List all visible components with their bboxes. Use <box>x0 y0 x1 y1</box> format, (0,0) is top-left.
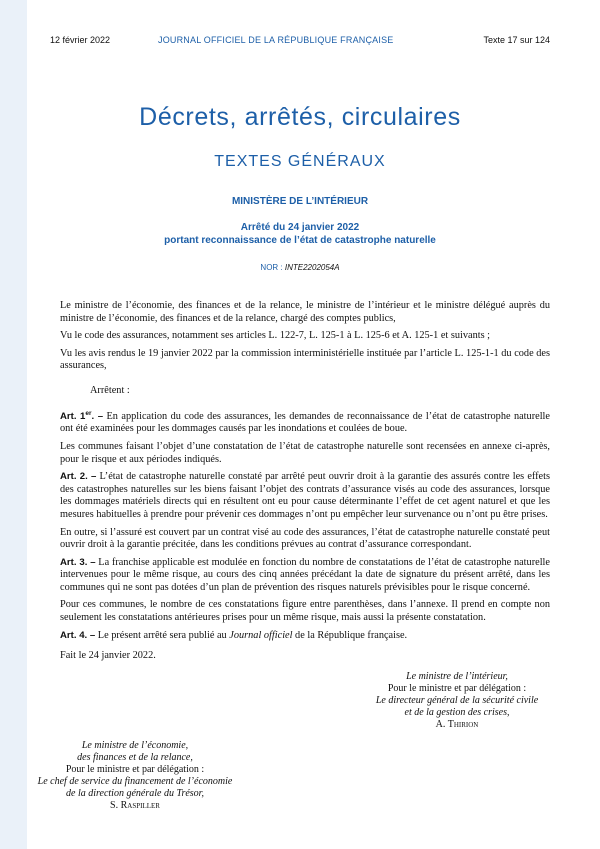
nor-code: INTE2202054A <box>284 263 340 272</box>
article-1-paragraph: Les communes faisant l’objet d’une constatation de l’état de catastrophe naturelle sont recensées en annexe ci-après, pour le risque et aux périodes indiqués. <box>60 440 550 465</box>
section-title: TEXTES GÉNÉRAUX <box>214 153 386 170</box>
preamble-paragraph: Vu le code des assurances, notamment ses articles L. 122-7, L. 125-1 à L. 125-6 et A. 125-1 et suivants ; <box>60 330 491 342</box>
signature-line: et de la gestion des crises, <box>404 707 510 718</box>
arrete-title-line2: portant reconnaissance de l’état de catastrophe naturelle <box>164 235 436 246</box>
journal-officiel-italic: Journal officiel <box>229 629 293 641</box>
page-title: Décrets, arrêtés, circulaires <box>139 103 461 131</box>
article-number: Art. 3. – <box>60 556 96 568</box>
fait-date: Fait le 24 janvier 2022. <box>60 650 156 662</box>
signature-interieur <box>332 671 582 731</box>
preamble-paragraph: Vu les avis rendus le 19 janvier 2022 par la commission interministérielle instituée par l’article L. 125-1-1 du code des assurances, <box>60 347 550 372</box>
article-text: En application du code des assurances, les demandes de reconnaissance de l’état de catastrophe naturelle ont été examinées pour les dommages causés par les inondations et coulées de boue. <box>60 410 550 435</box>
header-text-number: Texte 17 sur 124 <box>483 35 550 45</box>
article-text: L’état de catastrophe naturelle constaté par arrêté peut ouvrir droit à la garantie des assurés contre les effets des catastrophes naturelles sur les biens faisant l’objet des contrats d’assurance visés au code des assurances, lorsque les dommages matériels directs qui en résultent ont eu pour cause déterminante l’effet de cet agent naturel et que les mesures habituelles à prendre pour prévenir ces dommages n’ont pu empêcher leur survenance ou n’ont pu être prises. <box>60 471 550 520</box>
signatory-name: A. Thirion <box>435 719 479 730</box>
article-2-paragraph: En outre, si l’assuré est couvert par un contrat visé au code des assurances, l’état de catastrophe naturelle constaté peut ouvrir droit à la garantie précitée, dans les conditions prévues au contrat d’assurance correspondant. <box>60 526 550 551</box>
article-2 <box>60 471 550 521</box>
arrete-title <box>0 221 600 247</box>
header-date: 12 février 2022 <box>50 35 111 45</box>
article-text: Le présent arrêté sera publié au <box>95 629 230 641</box>
document-body <box>60 300 550 668</box>
signature-line: Le directeur général de la sécurité civile <box>375 695 539 706</box>
signatory-name: S. Raspiller <box>110 800 160 811</box>
nor-label: NOR : <box>260 263 285 272</box>
signature-line: Pour le ministre et par délégation : <box>65 764 205 775</box>
article-3-paragraph: Pour ces communes, le nombre de ces constatations figure entre parenthèses, dans l’annexe. Il prend en compte non seulement les constatations antérieures prises pour un même risque, mais aussi la présente constatation. <box>60 599 550 624</box>
arretent-line: Arrêtent : <box>90 384 130 396</box>
article-3 <box>60 557 550 595</box>
signature-economie <box>10 740 260 812</box>
nor-reference <box>0 263 600 272</box>
article-number: Art. 1er. – <box>60 409 104 422</box>
signature-line: Le chef de service du financement de l’économie <box>37 776 233 787</box>
signature-line: Pour le ministre et par délégation : <box>387 683 527 694</box>
signature-line: Le ministre de l’économie, <box>81 740 189 751</box>
ministry-name: MINISTÈRE DE L’INTÉRIEUR <box>231 196 369 207</box>
article-number: Art. 2. – <box>60 471 97 483</box>
signature-line: de la direction générale du Trésor, <box>66 788 204 799</box>
preamble-paragraph: Le ministre de l’économie, des finances et de la relance, le ministre de l’intérieur et le ministre délégué auprès du ministre de l’économie, des finances et de la relance, chargé des comptes publics, <box>60 300 550 324</box>
article-text: La franchise applicable est modulée en fonction du nombre de constatations de l’état de catastrophe naturelle intervenues pour le même risque, au cours des cinq années précédant la date de signature du présent arrêté, dans les communes qui ne sont pas dotées d’un plan de prévention des risques naturels prévisibles pour le risque concerné. <box>60 556 550 593</box>
article-text-end: de la République française. <box>292 629 408 641</box>
signature-line: Le ministre de l’intérieur, <box>406 671 508 682</box>
article-number: Art. 4. – <box>60 629 96 641</box>
arrete-title-line1: Arrêté du 24 janvier 2022 <box>240 222 360 233</box>
header-journal-title: JOURNAL OFFICIEL DE LA RÉPUBLIQUE FRANÇAISE <box>158 35 394 45</box>
article-4 <box>60 630 550 643</box>
signature-line: des finances et de la relance, <box>77 752 193 763</box>
article-1 <box>60 408 550 436</box>
